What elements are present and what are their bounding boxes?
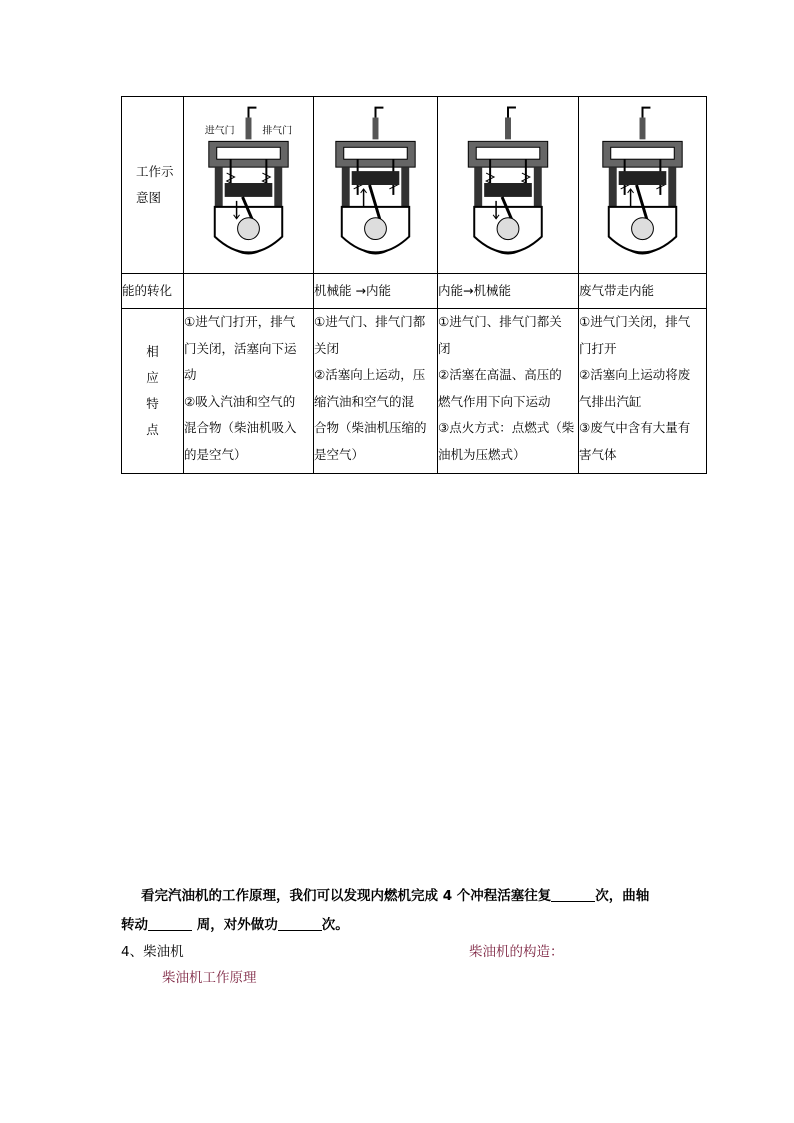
answer-blank[interactable] [551, 887, 595, 902]
spark-plug [640, 118, 646, 140]
combustion-chamber [217, 147, 281, 159]
engine-drawing [205, 108, 292, 254]
combustion-chamber [476, 147, 540, 159]
features-line: 合物（柴油机压缩的 [314, 420, 427, 435]
features-line: 油机为压燃式） [438, 446, 526, 462]
spark-plug [505, 117, 511, 139]
engine-diagram [314, 97, 437, 273]
features-row [122, 309, 707, 474]
features-line: 门关闭，活塞向下运 [184, 340, 297, 356]
energy-row-header: 能的转化 [122, 274, 184, 309]
energy-cell: 内能→机械能 [438, 274, 579, 309]
energy-cell [184, 274, 314, 309]
crankshaft [632, 218, 654, 240]
crankshaft [365, 218, 387, 240]
spark-wire [249, 108, 257, 118]
intake-valve-label: 进气门 [204, 125, 235, 137]
features-line: ②活塞在高温、高压的 [438, 367, 562, 382]
crankshaft [238, 218, 260, 240]
engine-drawing [468, 108, 547, 254]
crankshaft [497, 218, 519, 240]
features-header-char: 特 [146, 396, 159, 411]
spark-plug [373, 118, 379, 140]
diagram-header-line: 工作示 [136, 164, 174, 179]
spark-plug [246, 118, 252, 140]
features-line: ①进气门关闭，排气 [579, 314, 691, 329]
diagram-cell-power [438, 97, 579, 274]
features-line: 缩汽油和空气的混 [314, 393, 415, 409]
features-line: 闭 [438, 340, 451, 356]
diagram-header-line: 意图 [136, 190, 162, 205]
paragraph-text: 次。 [321, 917, 349, 933]
features-line: 门打开 [579, 340, 617, 356]
energy-cell: 废气带走内能 [579, 274, 707, 309]
features-line: 关闭 [314, 340, 340, 356]
features-cell [314, 309, 438, 474]
engine-diagram [438, 97, 578, 273]
energy-row [122, 274, 707, 309]
diagram-cell-compression [314, 97, 438, 274]
features-line: ②活塞向上运动将废 [579, 367, 691, 382]
section-4-title: 4、柴油机 [121, 944, 184, 960]
piston [619, 171, 667, 185]
engine-drawing [336, 108, 415, 254]
answer-blank[interactable] [278, 916, 322, 931]
features-header-char: 应 [146, 370, 159, 385]
diagram-cell-exhaust [579, 97, 707, 274]
spark-wire [643, 108, 651, 118]
diagram-row [122, 97, 707, 274]
stroke-table [121, 96, 707, 474]
features-line: 的是空气） [184, 446, 247, 462]
features-line: ①进气门、排气门都 [314, 314, 426, 329]
diagram-row-header [122, 97, 184, 274]
piston [225, 183, 273, 197]
features-line: ②吸入汽油和空气的 [184, 393, 296, 409]
features-cell [579, 309, 707, 474]
features-line: 混合物（柴油机吸入 [184, 420, 297, 435]
spark-wire [508, 108, 516, 118]
answer-blank[interactable] [148, 916, 192, 931]
piston [484, 183, 532, 197]
features-line: 动 [184, 367, 197, 382]
diesel-principle-label: 柴油机工作原理 [162, 970, 257, 986]
features-line: 害气体 [579, 446, 617, 462]
combustion-chamber [611, 147, 675, 159]
features-line: ①进气门、排气门都关 [438, 314, 562, 329]
features-line: ③废气中含有大量有 [579, 420, 691, 435]
paragraph-text: 看完汽油机的工作原理，我们可以发现内燃机完成 4 个冲程活塞往复 [141, 888, 552, 904]
features-line: ②活塞向上运动，压 [314, 367, 426, 382]
paragraph-text: 次，曲轴 [595, 888, 650, 904]
features-line: ③点火方式：点燃式（柴 [438, 420, 575, 435]
energy-cell: 机械能 →内能 [314, 274, 438, 309]
piston [352, 171, 400, 185]
engine-diagram [184, 97, 313, 273]
features-line: ①进气门打开，排气 [184, 314, 296, 329]
combustion-chamber [344, 147, 407, 159]
features-row-header [122, 309, 184, 474]
features-header-char: 相 [146, 344, 159, 359]
engine-diagram [579, 97, 706, 273]
paragraph-text: 周，对外做功 [192, 917, 278, 933]
strokes-question-paragraph [121, 882, 701, 940]
exhaust-valve-label: 排气门 [262, 125, 293, 137]
features-line: 燃气作用下向下运动 [438, 393, 551, 409]
paragraph-text: 转动 [121, 917, 148, 933]
engine-drawing [603, 108, 682, 254]
diesel-structure-label: 柴油机的构造： [469, 944, 564, 960]
features-line: 气排出汽缸 [579, 393, 642, 409]
diagram-cell-intake [184, 97, 314, 274]
features-line: 是空气） [314, 446, 365, 462]
features-cell [184, 309, 314, 474]
features-header-char: 点 [146, 422, 159, 437]
spark-wire [376, 108, 384, 118]
features-cell [438, 309, 579, 474]
